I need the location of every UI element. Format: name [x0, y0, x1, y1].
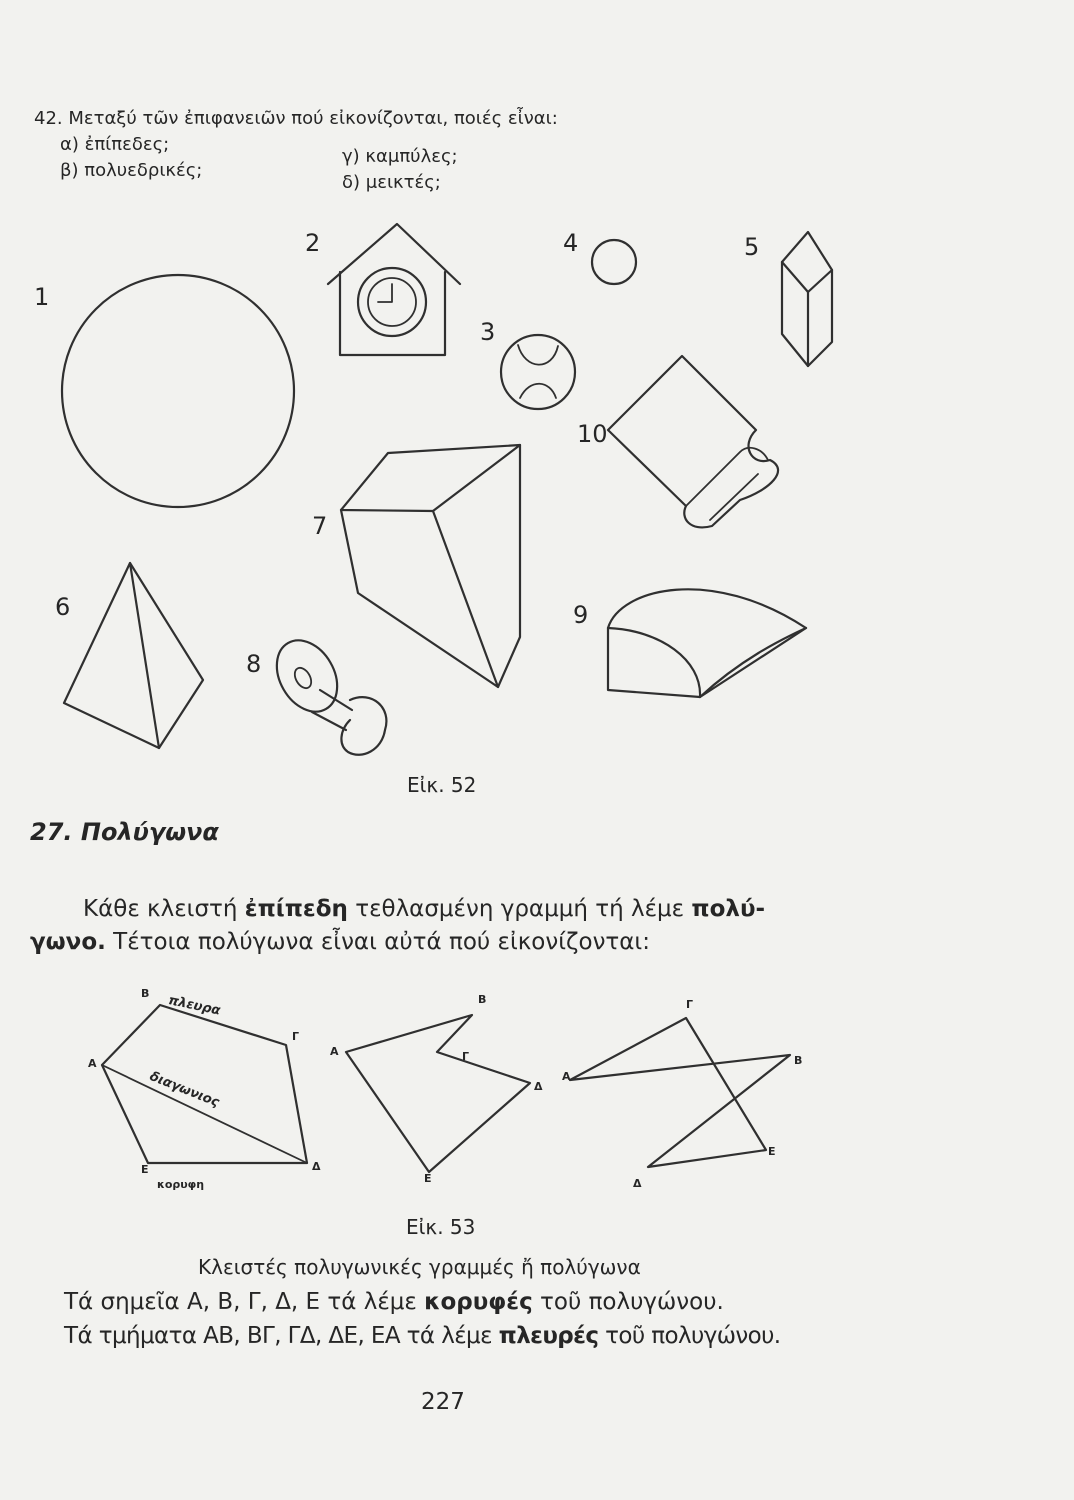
- option-g: γ) καμπύλες;: [342, 146, 458, 167]
- text-line-sides: Τά τμήματα ΑΒ, ΒΓ, ΓΔ, ΔΕ, ΕΑ τά λέμε πλευρές τοῦ πολυγώνου.: [64, 1323, 781, 1349]
- figure-52-caption: Εἰκ. 52: [407, 773, 477, 797]
- figure-number: 3: [480, 318, 496, 346]
- vertex-label: Α: [562, 1070, 571, 1083]
- option-a: α) ἐπίπεδες;: [60, 134, 170, 155]
- term-pleures: πλευρές: [498, 1323, 599, 1349]
- vertex-label: Γ: [462, 1050, 470, 1063]
- text-line-vertices: Τά σημεῖα Α, Β, Γ, Δ, Ε τά λέμε κορυφές τοῦ πολυγώνου.: [64, 1289, 724, 1315]
- vertex-label: Δ: [534, 1080, 543, 1093]
- term-polygono: πολύ-: [691, 896, 766, 922]
- page-number: 227: [421, 1389, 465, 1415]
- vertex-label: Α: [330, 1045, 339, 1058]
- vertex-label: Δ: [633, 1177, 642, 1190]
- diagonal-label: διαγωνιος: [147, 1069, 222, 1111]
- option-b: β) πολυεδρικές;: [60, 160, 203, 181]
- side-label: πλευρα: [166, 993, 222, 1019]
- vertex-label: Ε: [768, 1145, 776, 1158]
- vertex-label: Δ: [312, 1160, 321, 1173]
- figure-number: 5: [744, 233, 760, 261]
- exercise-question: 42. Μεταξύ τῶν ἐπιφανειῶν πού εἰκονίζονται, ποιές εἶναι:: [34, 108, 558, 129]
- vertex-label: Β: [141, 987, 150, 1000]
- figure-number: 1: [34, 283, 50, 311]
- vertex-label: Γ: [686, 998, 694, 1011]
- paragraph-line-2: γωνο. Τέτοια πολύγωνα εἶναι αὐτά πού εἰκονίζονται:: [30, 929, 650, 955]
- term-koryfes: κορυφές: [424, 1289, 533, 1315]
- vertex-label: Β: [478, 993, 487, 1006]
- option-d: δ) μεικτές;: [342, 172, 441, 193]
- vertex-label: Ε: [141, 1163, 149, 1176]
- figure-number: 4: [563, 229, 579, 257]
- figure-number: 8: [246, 650, 262, 678]
- figure-number: 2: [305, 229, 321, 257]
- figure-number: 7: [312, 512, 328, 540]
- polygon-zigzag-icon: [346, 1015, 530, 1172]
- term-epipedi: ἐπίπεδη: [244, 896, 348, 922]
- section-title: 27. Πολύγωνα: [30, 818, 219, 846]
- vertex-label: Ε: [424, 1172, 432, 1185]
- term-polygono-end: γωνο.: [30, 929, 106, 955]
- vertex-label: Α: [88, 1057, 97, 1070]
- figure-53-subcaption: Κλειστές πολυγωνικές γραμμές ἤ πολύγωνα: [198, 1255, 641, 1279]
- figure-number: 6: [55, 593, 71, 621]
- figure-number: 9: [573, 601, 589, 629]
- vertex-label: Β: [794, 1054, 803, 1067]
- figure-number: 10: [577, 420, 608, 448]
- vertex-label: Γ: [292, 1030, 300, 1043]
- polygon-pentagon-icon: [102, 1005, 307, 1163]
- paragraph-line-1: Κάθε κλειστή ἐπίπεδη τεθλασμένη γραμμή τή λέμε πολύ-: [83, 896, 766, 922]
- polygon-self-intersecting-icon: [570, 1018, 790, 1167]
- figure-53-caption: Εἰκ. 53: [406, 1215, 476, 1239]
- vertex-caption-label: κορυφη: [157, 1178, 205, 1191]
